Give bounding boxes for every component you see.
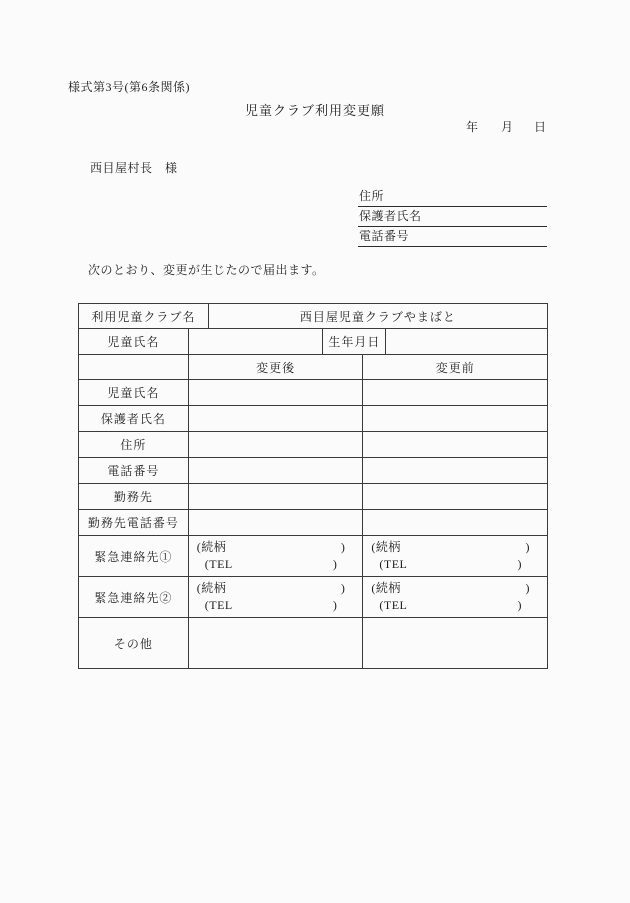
tel-open-paren: (TEL [379,557,408,571]
table-row-other [79,618,548,669]
table-row-field-guardian-name [79,406,548,432]
club-name-value-cell: 西目屋児童クラブやまばと [209,304,548,329]
relation-close-paren: ) [525,540,530,554]
field-before-cell [363,432,548,458]
emergency-2-before-cell [363,577,548,618]
table-row-field-phone [79,458,548,484]
address-label: 住所 [359,189,385,203]
field-after-cell [189,380,364,406]
relation-open-paren: (続柄 [196,540,227,554]
field-label-cell: 勤務先電話番号 [79,510,189,536]
other-before-cell [363,618,548,669]
field-after-cell [189,510,364,536]
before-change-header-cell: 変更前 [363,355,548,380]
relation-line [363,539,547,556]
addressee: 西目屋村長 様 [90,161,178,175]
field-after-cell [189,406,364,432]
field-before-cell [363,380,548,406]
field-after-cell [189,458,364,484]
field-label-cell: 勤務先 [79,484,189,510]
emergency-2-after-cell [189,577,364,618]
other-label-cell: その他 [79,618,189,669]
relation-close-paren: ) [525,581,530,595]
table-row-emergency-1 [79,536,548,577]
address-field [358,187,547,207]
date-line [466,118,546,135]
table-row-child-name [79,329,548,355]
tel-line [189,556,363,573]
relation-open-paren: (続柄 [371,540,401,554]
table-row-field-address [79,432,548,458]
field-before-cell [363,406,548,432]
form-number: 様式第3号(第6条関係) [68,80,190,94]
child-name-value-cell [189,329,324,355]
birth-date-label-cell: 生年月日 [323,329,386,355]
relation-line [189,580,363,597]
statement-text: 次のとおり、変更が生じたので届出ます。 [88,263,325,277]
tel-close-paren: ) [517,557,522,571]
field-label-cell: 保護者氏名 [79,406,189,432]
table-row-column-headers [79,355,548,380]
tel-line [189,597,363,614]
guardian-name-field [358,207,547,227]
table-row-field-workplace-phone [79,510,548,536]
after-change-header-cell: 変更後 [189,355,364,380]
guardian-contact-block [358,187,547,247]
table-row-club-name [79,304,548,329]
other-after-cell [189,618,364,669]
date-month-label: 月 [501,120,514,134]
field-label-cell: 児童氏名 [79,380,189,406]
tel-open-paren: (TEL [379,598,408,612]
relation-line [189,539,363,556]
field-after-cell [189,432,364,458]
field-after-cell [189,484,364,510]
guardian-name-label: 保護者氏名 [359,209,422,223]
club-name-label-cell: 利用児童クラブ名 [79,304,209,329]
tel-open-paren: (TEL [204,598,233,612]
field-label-cell: 電話番号 [79,458,189,484]
table-row-field-workplace [79,484,548,510]
child-name-label-cell: 児童氏名 [79,329,189,355]
date-day-label: 日 [534,120,547,134]
date-year-label: 年 [466,120,479,134]
tel-close-paren: ) [332,598,338,612]
relation-open-paren: (続柄 [371,581,401,595]
tel-line [363,556,547,573]
page-title: 児童クラブ利用変更願 [244,103,385,118]
phone-label: 電話番号 [359,229,410,243]
emergency-1-after-cell [189,536,364,577]
table-row-field-child-name [79,380,548,406]
blank-header-cell [79,355,189,380]
field-before-cell [363,510,548,536]
tel-open-paren: (TEL [204,557,233,571]
table-row-emergency-2 [79,577,548,618]
emergency-2-label-cell: 緊急連絡先② [79,577,189,618]
birth-date-value-cell [386,329,548,355]
phone-field [358,227,547,247]
emergency-1-before-cell [363,536,548,577]
relation-open-paren: (続柄 [196,581,227,595]
tel-close-paren: ) [332,557,338,571]
field-before-cell [363,458,548,484]
tel-close-paren: ) [517,598,522,612]
change-request-table [78,303,548,669]
field-before-cell [363,484,548,510]
tel-line [363,597,547,614]
field-label-cell: 住所 [79,432,189,458]
relation-line [363,580,547,597]
relation-close-paren: ) [340,540,346,554]
emergency-1-label-cell: 緊急連絡先① [79,536,189,577]
relation-close-paren: ) [340,581,346,595]
